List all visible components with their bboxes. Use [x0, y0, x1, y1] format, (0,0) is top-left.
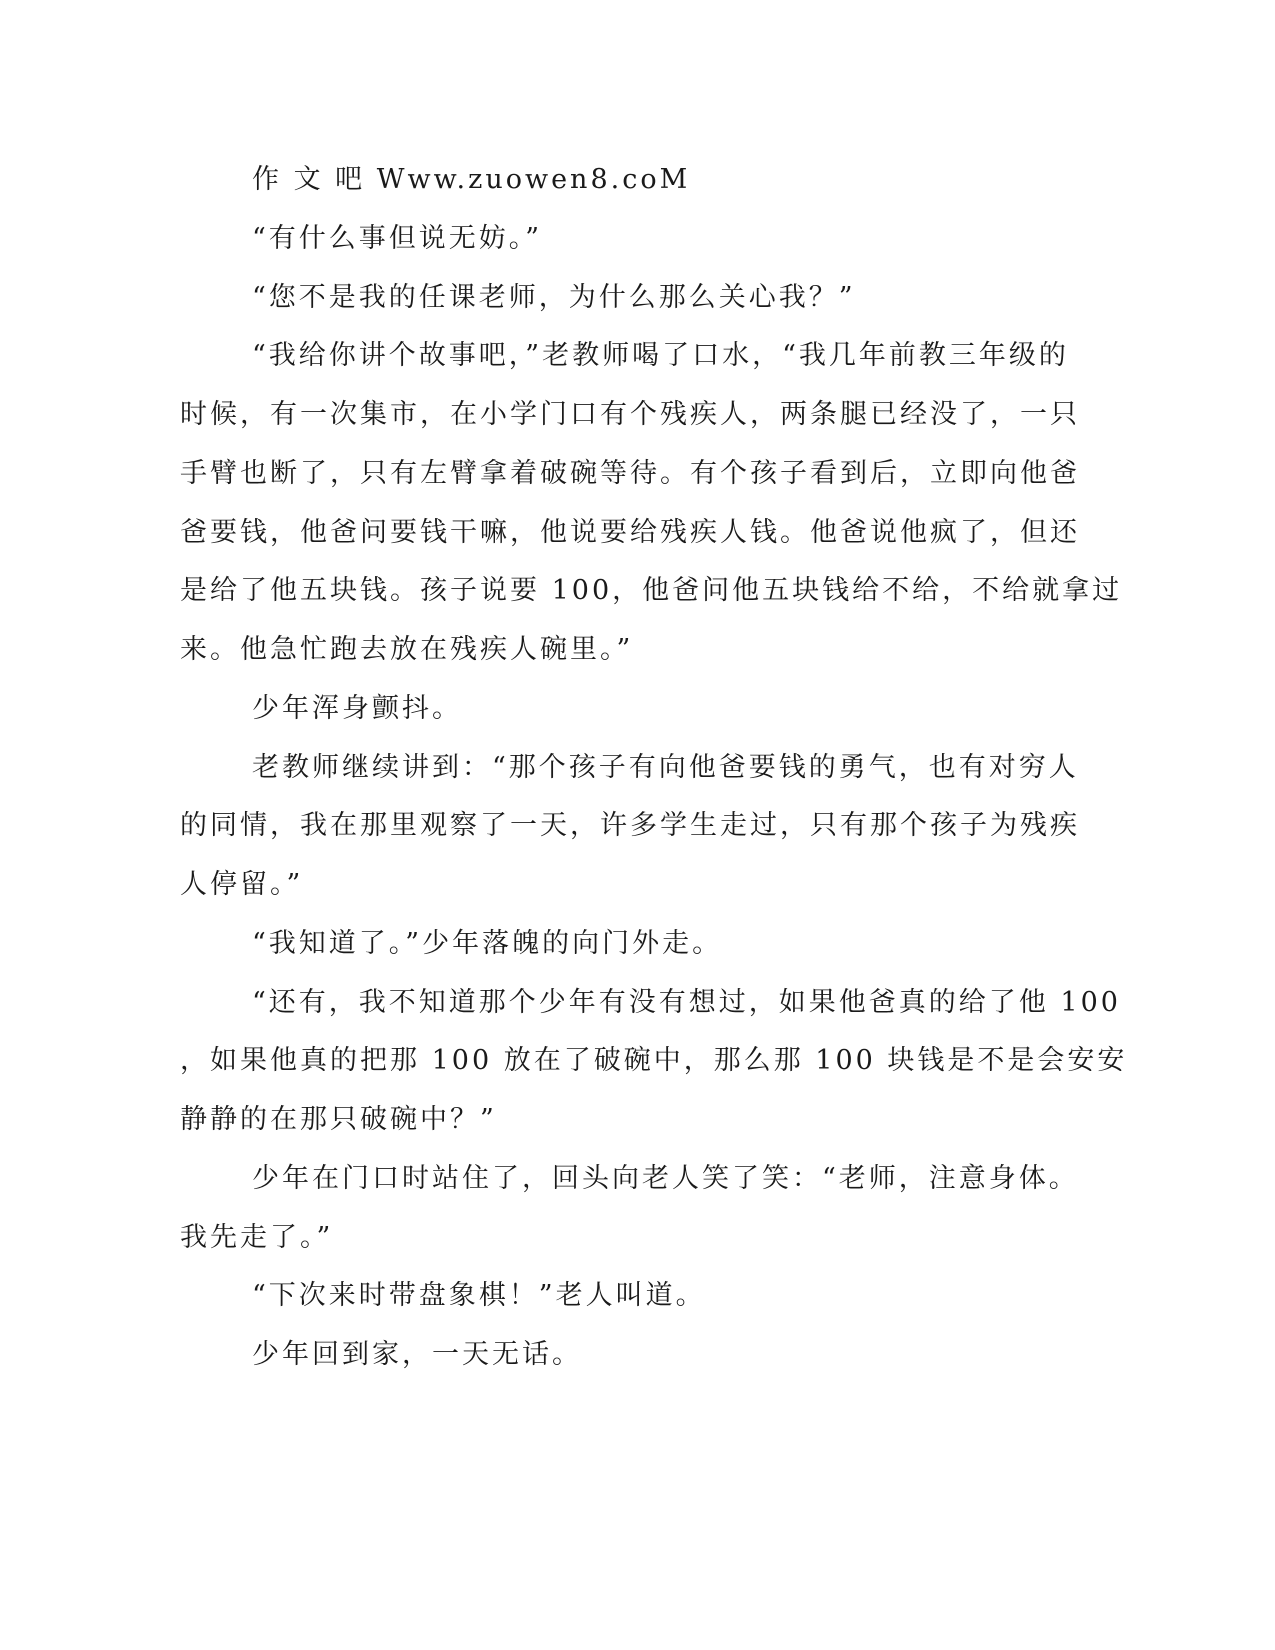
- text-line: 的同情，我在那里观察了一天，许多学生走过，只有那个孩子为残疾: [180, 810, 1080, 841]
- text-line: “我知道了。”少年落魄的向门外走。: [252, 928, 723, 959]
- text-line: 少年在门口时站住了，回头向老人笑了笑：“老师，注意身体。: [252, 1163, 1079, 1194]
- text-line: 手臂也断了，只有左臂拿着破碗等待。有个孩子看到后，立即向他爸: [180, 458, 1080, 489]
- text-line: “您不是我的任课老师，为什么那么关心我？”: [252, 282, 856, 313]
- text-line: 少年回到家，一天无话。: [252, 1339, 582, 1370]
- text-line: 是给了他五块钱。孩子说要 100，他爸问他五块钱给不给，不给就拿过: [180, 575, 1123, 606]
- text-line: ，如果他真的把那 100 放在了破碗中，那么那 100 块钱是不是会安安: [180, 1045, 1128, 1076]
- text-line: 我先走了。”: [180, 1222, 334, 1253]
- text-line: 爸要钱，他爸问要钱干嘛，他说要给残疾人钱。他爸说他疯了，但还: [180, 517, 1080, 548]
- text-line: 老教师继续讲到：“那个孩子有向他爸要钱的勇气，也有对穷人: [252, 752, 1079, 783]
- source-line: 作 文 吧 Www.zuowen8.coM: [252, 164, 691, 195]
- text-line: “还有，我不知道那个少年有没有想过，如果他爸真的给了他 100: [252, 987, 1121, 1018]
- text-line: 时候，有一次集市，在小学门口有个残疾人，两条腿已经没了，一只: [180, 399, 1080, 430]
- text-line: 来。他急忙跑去放在残疾人碗里。”: [180, 634, 634, 665]
- text-line: 静静的在那只破碗中？”: [180, 1104, 497, 1135]
- text-line: “下次来时带盘象棋！”老人叫道。: [252, 1280, 706, 1311]
- text-line: 少年浑身颤抖。: [252, 693, 462, 724]
- text-line: “有什么事但说无妨。”: [252, 223, 543, 254]
- text-line: “我给你讲个故事吧，”老教师喝了口水，“我几年前教三年级的: [252, 340, 1069, 371]
- text-line: 人停留。”: [180, 869, 304, 900]
